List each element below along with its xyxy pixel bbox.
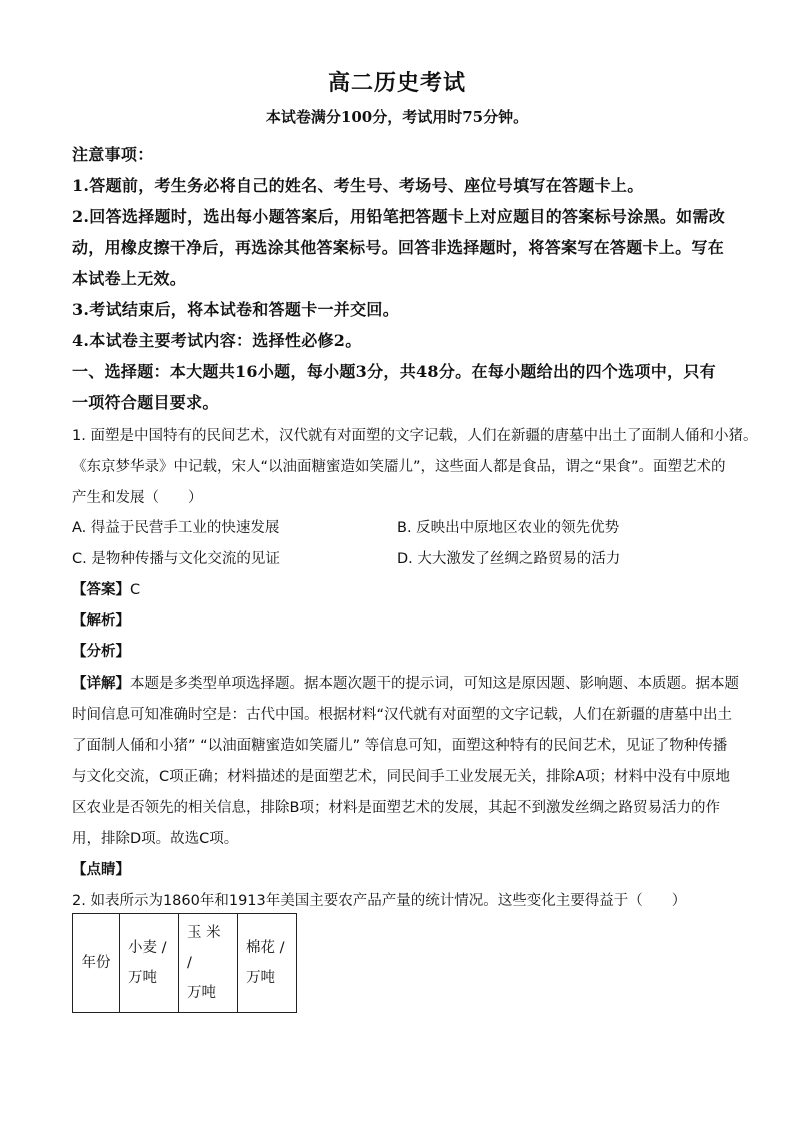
- fenxi-tag: 【分析】: [72, 644, 130, 660]
- option-b: B. 反映出中原地区农业的领先优势: [397, 520, 620, 536]
- notes-line: 1.答题前，考生务必将自己的姓名、考生号、考场号、座位号填写在答题卡上。: [72, 176, 644, 195]
- exam-info: 本试卷满分100分，考试用时75分钟。: [265, 108, 529, 126]
- table-header-text: 棉花 /: [246, 940, 285, 956]
- table-header-text: 小麦 /: [128, 940, 167, 956]
- option-a: A. 得益于民营手工业的快速发展: [72, 520, 280, 536]
- question-stem: 产生和发展（ ）: [72, 490, 203, 506]
- table-header-unit: 万吨: [187, 985, 216, 1001]
- detail-line: 了面制人俑和小猪” “以油面糖蜜造如笑靥儿” 等信息可知，面塑这种特有的民间艺术，见证了物种传播: [72, 738, 728, 754]
- answer-value: C: [130, 582, 141, 598]
- table-header-cotton: [238, 914, 297, 1013]
- notes-heading: 注意事项：: [72, 145, 154, 164]
- section-heading: 一、选择题：本大题共16小题，每小题3分，共48分。在每小题给出的四个选项中，只有: [72, 362, 716, 381]
- notes-line: 2.回答选择题时，选出每小题答案后，用铅笔把答题卡上对应题目的答案标号涂黑。如需改: [72, 207, 726, 226]
- notes-line: 3.考试结束后，将本试卷和答题卡一并交回。: [72, 300, 400, 319]
- table-header-wheat: [120, 914, 179, 1013]
- question-stem: 《东京梦华录》中记载，宋人“以油面糖蜜造如笑靥儿”，这些面人都是食品，谓之“果食”。面塑艺术的: [72, 459, 726, 475]
- answer-tag: 【答案】: [72, 582, 130, 598]
- detail-line: [72, 672, 739, 693]
- table-row: [73, 914, 297, 1013]
- notes-line: 动，用橡皮擦干净后，再选涂其他答案标号。回答非选择题时，将答案写在答题卡上。写在: [72, 238, 725, 257]
- detail-text: 本题是多类型单项选择题。据本题次题干的提示词，可知这是原因题、影响题、本质题。据本题: [130, 676, 739, 692]
- production-table: [72, 913, 297, 1013]
- option-d: D. 大大激发了丝绸之路贸易的活力: [397, 551, 621, 567]
- question-stem: 2. 如表所示为1860年和1913年美国主要农产品产量的统计情况。这些变化主要得益于（ ）: [72, 893, 687, 909]
- table-header-unit: 万吨: [246, 970, 275, 986]
- detail-line: 时间信息可知准确时空是：古代中国。根据材料“汉代就有对面塑的文字记载，人们在新疆的唐墓中出土: [72, 707, 733, 723]
- analysis-tag: 【解析】: [72, 613, 130, 629]
- option-c: C. 是物种传播与文化交流的见证: [72, 551, 280, 567]
- notes-line: 本试卷上无效。: [72, 269, 187, 288]
- detail-line: 用，排除D项。故选C项。: [72, 831, 239, 847]
- table-header-unit: 万吨: [128, 970, 157, 986]
- detail-tag: 【详解】: [72, 676, 130, 692]
- dianjing-tag: 【点睛】: [72, 862, 130, 878]
- section-heading: 一项符合题目要求。: [72, 393, 219, 412]
- detail-line: 与文化交流，C项正确；材料描述的是面塑艺术，同民间手工业发展无关，排除A项；材料中没有中原地: [72, 769, 731, 785]
- table-header-text: 玉 米 /: [187, 925, 221, 971]
- answer-line: [72, 578, 140, 599]
- question-stem: 1. 面塑是中国特有的民间艺术，汉代就有对面塑的文字记载，人们在新疆的唐墓中出土了面制人俑和小猪。: [72, 428, 758, 444]
- table-header-corn: [179, 914, 238, 1013]
- table-header-year: 年份: [73, 914, 120, 1013]
- detail-line: 区农业是否领先的相关信息，排除B项；材料是面塑艺术的发展，其起不到激发丝绸之路贸易活力的作: [72, 800, 720, 816]
- page-title: 高二历史考试: [327, 70, 466, 96]
- notes-line: 4.本试卷主要考试内容：选择性必修2。: [72, 331, 362, 350]
